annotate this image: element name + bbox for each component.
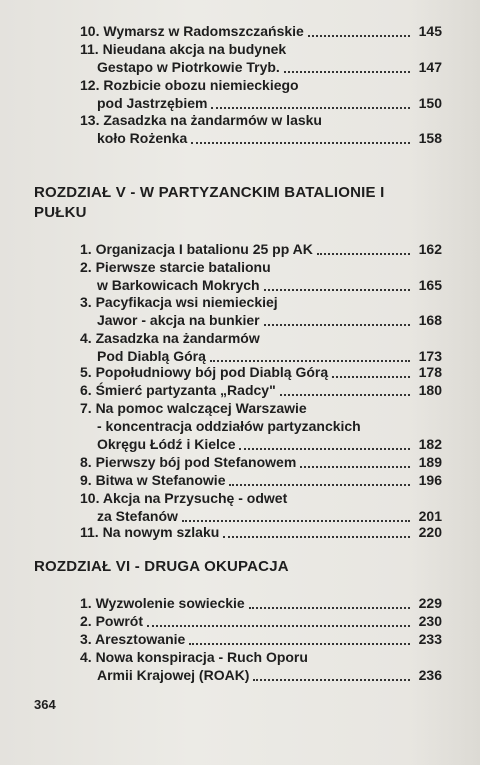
- toc-entry: [80, 594, 442, 612]
- toc-entry: [80, 453, 442, 471]
- dot-leader: [308, 34, 410, 37]
- entry-title: 2. Powrót: [80, 613, 144, 629]
- entry-title: 6. Śmierć partyzanta „Radcy": [80, 382, 276, 398]
- entry-title: 3. Aresztowanie: [80, 631, 186, 647]
- toc-entry: [80, 399, 442, 453]
- entry-title-cont: Okręgu Łódź i Kielce: [97, 436, 236, 452]
- entry-page: 236: [418, 667, 442, 683]
- entry-page: 150: [418, 95, 442, 111]
- dot-leader: [210, 359, 410, 362]
- toc-entry: [80, 329, 442, 365]
- entry-page: 233: [418, 631, 442, 647]
- section-title-cont: PUŁKU: [34, 204, 87, 221]
- dot-leader: [280, 393, 410, 396]
- entry-title-cont: pod Jastrzębiem: [97, 95, 208, 111]
- entry-page: 145: [418, 23, 442, 39]
- dot-leader: [249, 606, 410, 609]
- entry-title-cont: Jawor - akcja na bunkier: [97, 312, 260, 328]
- entry-title: 10. Wymarsz w Radomszczańskie: [80, 23, 304, 39]
- toc-entry: [80, 76, 442, 112]
- entry-page: 201: [418, 508, 442, 524]
- dot-leader: [332, 375, 410, 378]
- entry-page: 180: [418, 382, 442, 398]
- dot-leader: [182, 519, 410, 522]
- dot-leader: [264, 288, 410, 291]
- toc-entry: [80, 612, 442, 630]
- toc-entry: [80, 630, 442, 648]
- entry-page: 182: [418, 436, 442, 452]
- toc-entry: [80, 523, 442, 541]
- page-number: 364: [34, 697, 56, 712]
- section-heading: [34, 183, 384, 223]
- entry-page: 230: [418, 613, 442, 629]
- entry-title: 7. Na pomoc walczącej Warszawie: [80, 400, 307, 416]
- entry-title: 4. Zasadzka na żandarmów: [80, 330, 260, 346]
- dot-leader: [253, 678, 410, 681]
- section-title: ROZDZIAŁ VI - DRUGA OKUPACJA: [34, 558, 289, 575]
- entry-page: 178: [418, 364, 442, 380]
- dot-leader: [211, 106, 410, 109]
- dot-leader: [223, 535, 410, 538]
- entry-title: 1. Organizacja I batalionu 25 pp AK: [80, 241, 313, 257]
- entry-title: 1. Wyzwolenie sowieckie: [80, 595, 245, 611]
- entry-title: 11. Nieudana akcja na budynek: [80, 41, 287, 57]
- entry-page: 158: [418, 130, 442, 146]
- entry-title: 8. Pierwszy bój pod Stefanowem: [80, 454, 297, 470]
- dot-leader: [239, 447, 410, 450]
- toc-entry: [80, 40, 442, 76]
- entry-title: 11. Na nowym szlaku: [80, 524, 220, 540]
- dot-leader: [317, 252, 410, 255]
- entry-title-cont: Pod Diablą Górą: [97, 348, 206, 364]
- entry-title-cont: Armii Krajowej (ROAK): [97, 667, 250, 683]
- entry-title: 5. Popołudniowy bój pod Diablą Górą: [80, 364, 329, 380]
- entry-title: 12. Rozbicie obozu niemieckiego: [80, 77, 299, 93]
- dot-leader: [264, 323, 410, 326]
- entry-title-cont: Gestapo w Piotrkowie Tryb.: [97, 59, 280, 75]
- dot-leader: [147, 624, 410, 627]
- section-heading: [34, 557, 289, 577]
- entry-page: 189: [418, 454, 442, 470]
- toc-entry: [80, 363, 442, 381]
- toc-entry: [80, 258, 442, 294]
- entry-title: 4. Nowa konspiracja - Ruch Oporu: [80, 649, 308, 665]
- toc-entry: [80, 111, 442, 147]
- entry-page: 220: [418, 524, 442, 540]
- entry-title-cont: - koncentracja oddziałów partyzanckich: [97, 418, 361, 434]
- dot-leader: [189, 642, 410, 645]
- toc-entry: [80, 240, 442, 258]
- dot-leader: [300, 465, 410, 468]
- entry-title: 3. Pacyfikacja wsi niemieckiej: [80, 294, 278, 310]
- toc-entry: [80, 381, 442, 399]
- entry-title: 13. Zasadzka na żandarmów w lasku: [80, 112, 322, 128]
- toc-entry: [80, 22, 442, 40]
- entry-title-cont: za Stefanów: [97, 508, 178, 524]
- entry-title: 9. Bitwa w Stefanowie: [80, 472, 226, 488]
- toc-entry: [80, 489, 442, 525]
- entry-page: 165: [418, 277, 442, 293]
- entry-page: 168: [418, 312, 442, 328]
- entry-title: 10. Akcja na Przysuchę - odwet: [80, 490, 288, 506]
- toc-entry: [80, 293, 442, 329]
- entry-page: 173: [418, 348, 442, 364]
- entry-title: 2. Pierwsze starcie batalionu: [80, 259, 271, 275]
- entry-page: 196: [418, 472, 442, 488]
- entry-title-cont: w Barkowicach Mokrych: [97, 277, 260, 293]
- toc-entry: [80, 471, 442, 489]
- entry-page: 147: [418, 59, 442, 75]
- entry-page: 229: [418, 595, 442, 611]
- entry-title-cont: koło Rożenka: [97, 130, 188, 146]
- dot-leader: [284, 70, 410, 73]
- dot-leader: [229, 483, 410, 486]
- toc-entry: [80, 648, 442, 684]
- section-title: ROZDZIAŁ V - W PARTYZANCKIM BATALIONIE I: [34, 184, 385, 201]
- entry-page: 162: [418, 241, 442, 257]
- dot-leader: [191, 141, 410, 144]
